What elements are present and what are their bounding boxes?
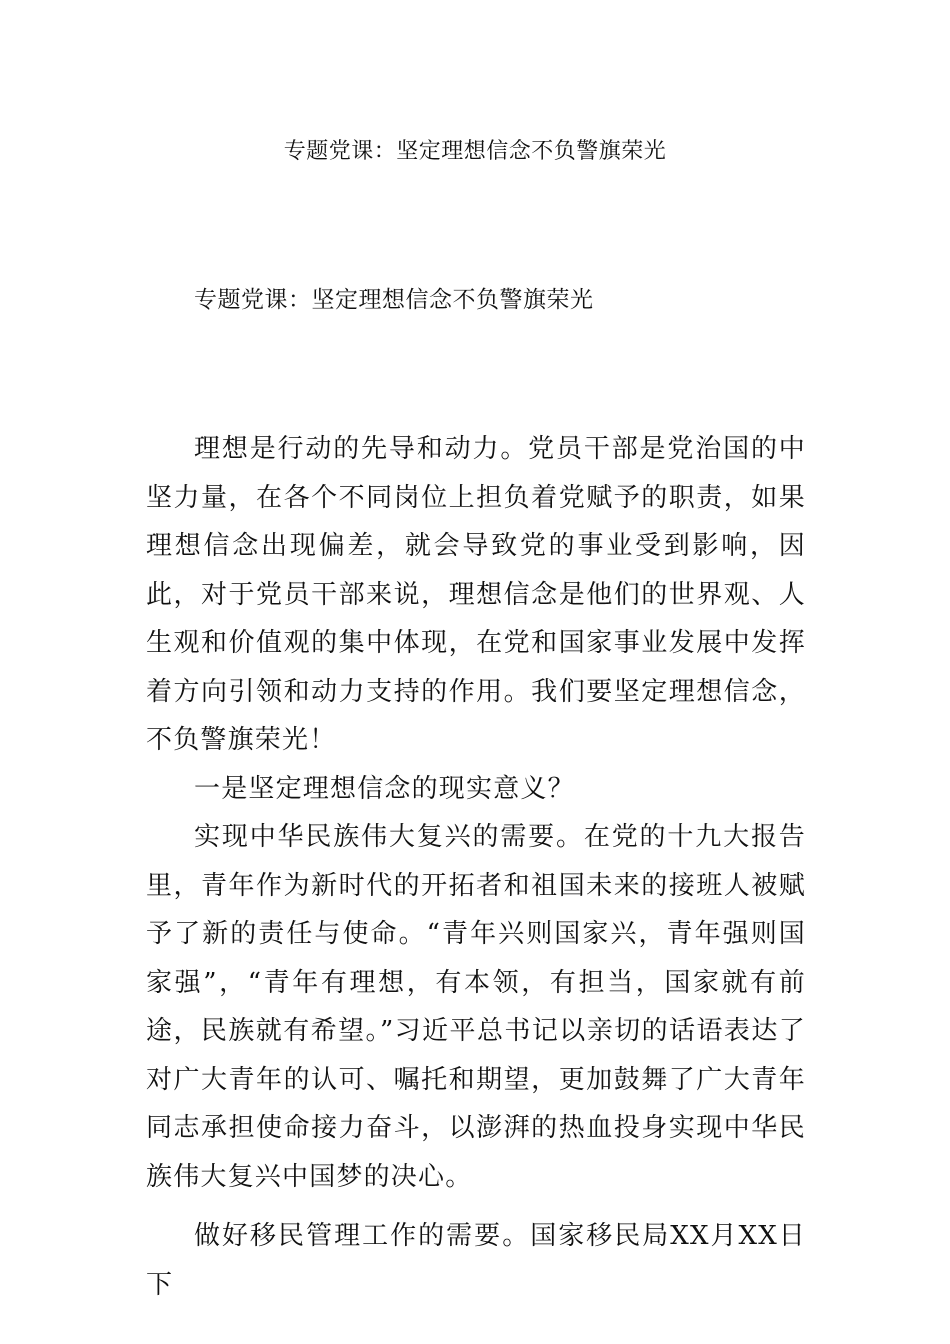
document-body <box>146 425 806 1309</box>
paragraph-rejuvenation: 实现中华民族伟大复兴的需要。在党的十九大报告里，青年作为新时代的开拓者和祖国未来的接班人被赋予了新的责任与使命。“青年兴则国家兴，青年强则国家强”，“青年有理想，有本领，有担当，国家就有前途，民族就有希望。”习近平总书记以亲切的话语表达了对广大青年的认可、嘱托和期望，更加鼓舞了广大青年同志承担使命接力奋斗，以澎湃的热血投身实现中华民族伟大复兴中国梦的决心。 <box>146 822 806 1192</box>
document-sub-title: 专题党课：坚定理想信念不负警旗荣光 <box>194 287 594 313</box>
paragraph-intro: 理想是行动的先导和动力。党员干部是党治国的中坚力量，在各个不同岗位上担负着党赋予的职责，如果理想信念出现偏差，就会导致党的事业受到影响，因此，对于党员干部来说，理想信念是他们的世界观、人生观和价值观的集中体现，在党和国家事业发展中发挥着方向引领和动力支持的作用。我们要坚定理想信念，不负警旗荣光！ <box>146 434 806 755</box>
paragraph-section-heading: 一是坚定理想信念的现实意义？ <box>194 773 575 804</box>
paragraph-immigration: 做好移民管理工作的需要。国家移民局XX月XX日下 <box>146 1221 806 1300</box>
document-header-title: 专题党课：坚定理想信念不负警旗荣光 <box>283 139 667 164</box>
